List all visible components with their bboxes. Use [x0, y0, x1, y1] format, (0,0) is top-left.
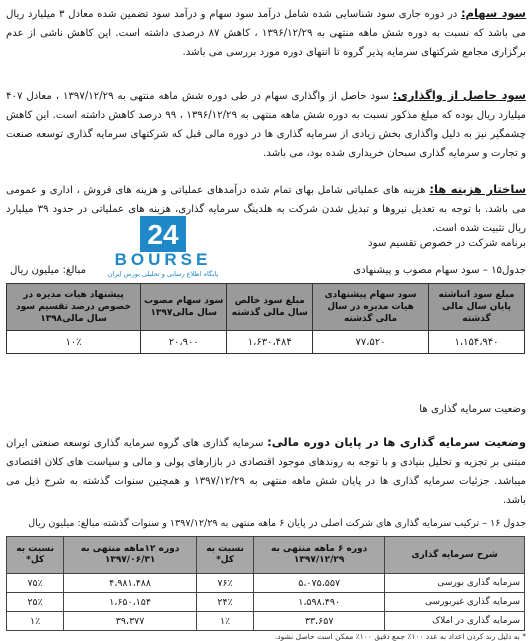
text-investments: سرمایه گذاری های گروه سرمایه گذاری توسعه صنعتی ایران مبتنی بر تجزیه و تحلیل بنیادی و با توجه به روندهای موجود اقتصادی در بازارهای پولی و مالی و سیاست های کلان اقتصادی میباشد. جزئیات سرمایه گذاری ها در پایان شش ماهه منتهی به ۱۳۹۷/۱۲/۲۹ و همچنین سنوات گذشته به شرح ذیل می باشد. — [6, 438, 526, 506]
cell-value: ۷۵٪ — [7, 574, 64, 593]
cell-type: سرمایه گذاری غیربورسی — [385, 593, 525, 612]
cell-value: ۱٪ — [7, 612, 64, 631]
cell-value: ۳۹،۳۷۷ — [64, 612, 197, 631]
heading-dividend: سود سهام: — [460, 6, 526, 20]
cell-proposed-dividend: ۷۷،۵۲۰ — [313, 331, 429, 354]
heading-cost-structure: ساختار هزینه ها: — [429, 182, 527, 196]
heading-investments: وضعیت سرمایه گذاری ها در پایان دوره مالی: — [267, 435, 526, 449]
table16-caption: جدول ۱۶ – ترکیب سرمایه گذاری های شرکت اصلی در پایان ۶ ماهه منتهی به ۱۳۹۷/۱۲/۲۹ و سنوات گذشته مبالغ: میلیون ریال — [28, 518, 526, 529]
header-proposed-dividend: سود سهام پیشنهادی هیات مدیره در سال مالی گذشته — [313, 284, 429, 331]
logo-number: 24 — [147, 219, 179, 250]
logo-word: BOURSE — [114, 250, 212, 269]
section-title-investments: وضعیت سرمایه گذاری ها — [419, 404, 526, 415]
header-6month-share: نسبت به کل* — [196, 537, 253, 574]
table16-footnote: * به دلیل رند کردن اعداد به عدد ۱۰۰٪ جمع دقیق ۱۰۰٪ ممکن است حاصل نشود. — [274, 631, 526, 641]
paragraph-disposal-gain — [6, 86, 526, 163]
cell-approved-dividend: ۲۰،۹۰۰ — [141, 331, 227, 354]
investment-table-header — [7, 537, 525, 574]
heading-disposal-gain: سود حاصل از واگذاری: — [392, 88, 526, 102]
header-retained-earnings: مبلغ سود انباشته پایان سال مالی گذشته — [429, 284, 525, 331]
table-row — [7, 574, 525, 593]
header-net-profit: مبلغ سود خالص سال مالی گذشته — [227, 284, 313, 331]
cell-type: سرمایه گذاری در املاک — [385, 612, 525, 631]
header-6month-amount: دوره ۶ ماهه منتهی به ۱۳۹۷/۱۲/۲۹ — [254, 537, 385, 574]
dividend-table — [6, 283, 525, 354]
table-row — [7, 593, 525, 612]
cell-value: ۱،۶۵۰،۱۵۴ — [64, 593, 197, 612]
table-row — [7, 331, 525, 354]
cell-value: ۵،۰۷۵،۵۵۷ — [254, 574, 385, 593]
section-title-dividend-plan: برنامه شرکت در خصوص تقسیم سود — [368, 238, 526, 249]
text-disposal-gain: سود حاصل از واگذاری سهام در طی دوره شش ماهه منتهی به ۱۳۹۷/۱۲/۲۹ ، معادل ۴۰۷ میلیارد ریال بوده که مبلغ مذکور نسبت به دوره شش ماهه منتهی به ۱۳۹۶/۱۲/۲۹ ، ۹۹ درصد کاهش داشته است. این کاهش چشمگیر نیز به دلیل واگذاری بخش زیادی از سرمایه گذاری ها در دوره مالی قبل که شرکتهای سرمایه گذاری توسعه صنعت و تجارت و سرمایه گذاری سبحان خریداری شده بود، می باشد. — [6, 91, 527, 159]
cell-type: سرمایه گذاری بورسی — [385, 574, 525, 593]
cell-retained-earnings: ۱،۱۵۴،۹۴۰ — [429, 331, 525, 354]
paragraph-cost-structure — [6, 180, 526, 238]
cell-value: ۱،۵۹۸،۴۹۰ — [254, 593, 385, 612]
text-cost-structure: هزینه های عملیاتی شامل بهای تمام شده درآمدهای عملیاتی و هزینه های فروش ، اداری و عمومی می باشد. با توجه به تعدیل نیروها و تبدیل شدن شرکت به هلدینگ سرمایه گذاری، هزینه های عملیاتی در حدود ۳۹ میلیارد ریال تثبیت شده است. — [6, 185, 526, 234]
table-row — [7, 612, 525, 631]
table15-caption: جدول۱۵ – سود سهام مصوب و پیشنهادی — [353, 265, 526, 276]
header-12month-share: نسبت به کل* — [7, 537, 64, 574]
paragraph-investments — [6, 433, 526, 510]
cell-board-proposal: ۱۰٪ — [7, 331, 141, 354]
cell-value: ۳۳،۶۵۷ — [254, 612, 385, 631]
header-approved-dividend: سود سهام مصوب سال مالی۱۳۹۷ — [141, 284, 227, 331]
text-dividend: در دوره جاری سود شناسایی شده شامل درآمد سود سهام و درآمد سود تضمین شده معادل ۳ میلیارد ریال می باشد که نسبت به دوره شش ماهه منتهی به ۱۳۹۶/۱۲/۲۹ ، کاهش ۸۷ درصدی داشته است. این کاهش ناشی از عدم برگزاری مجامع شرکتهای سرمایه پذیر گروه تا انتهای دوره مورد بررسی می باشد. — [6, 9, 526, 58]
bourse24-logo — [88, 216, 238, 278]
dividend-table-header — [7, 284, 525, 331]
table15-unit: مبالغ: میلیون ریال — [10, 265, 87, 276]
cell-value: ۲۴٪ — [196, 593, 253, 612]
cell-value: ۴،۹۸۱،۴۸۸ — [64, 574, 197, 593]
header-investment-type: شرح سرمایه گذاری — [385, 537, 525, 574]
paragraph-dividend — [6, 4, 526, 62]
cell-value: ۱٪ — [196, 612, 253, 631]
header-board-proposal: پیشنهاد هیات مدیره در خصوص درصد تقسیم سود سال مالی۱۳۹۸ — [7, 284, 141, 331]
header-12month-amount: دوره ۱۲ماهه منتهی به ۱۳۹۷/۰۶/۳۱ — [64, 537, 197, 574]
cell-value: ۷۶٪ — [196, 574, 253, 593]
cell-net-profit: ۱،۶۳۰،۴۸۴ — [227, 331, 313, 354]
cell-value: ۲۵٪ — [7, 593, 64, 612]
investment-table — [6, 536, 525, 631]
logo-tagline: پایگاه اطلاع رسانی و تحلیلی بورس ایران — [107, 270, 219, 278]
